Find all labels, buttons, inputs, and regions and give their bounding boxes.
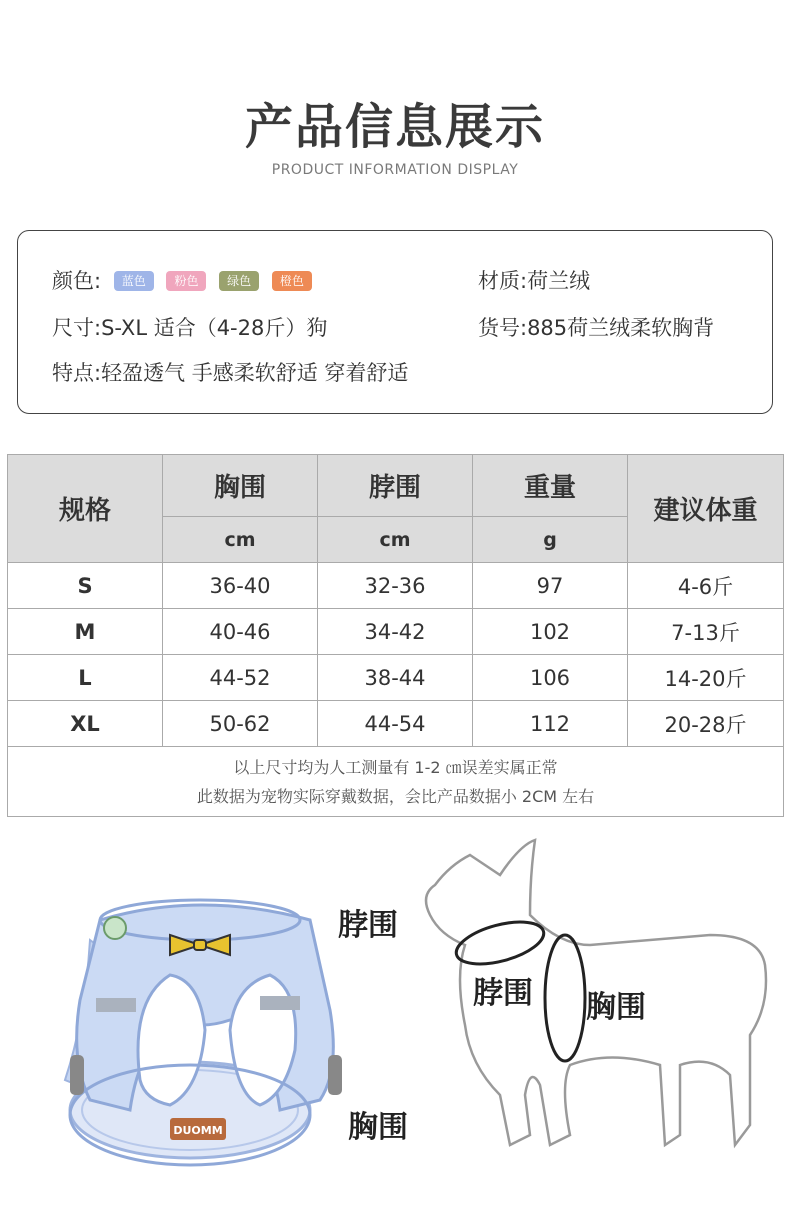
weight-cell: 97: [473, 563, 628, 609]
suggest-cell: 14-20斤: [628, 655, 784, 701]
chest-cell: 40-46: [163, 609, 318, 655]
table-note: [8, 747, 784, 817]
suggest-cell: 4-6斤: [628, 563, 784, 609]
color-chip-blue: 蓝色: [114, 271, 154, 291]
chest-cell: 50-62: [163, 701, 318, 747]
neck-cell: 32-36: [318, 563, 473, 609]
suggest-cell: 7-13斤: [628, 609, 784, 655]
weight-cell: 102: [473, 609, 628, 655]
size-cell: S: [8, 563, 163, 609]
brand-tag: DUOMM: [173, 1124, 223, 1137]
dog-neck-label: 脖围: [473, 976, 533, 1011]
size-cell: XL: [8, 701, 163, 747]
neck-cell: 38-44: [318, 655, 473, 701]
weight-cell: 112: [473, 701, 628, 747]
header-suggest-weight: 建议体重: [628, 455, 784, 563]
table-row: [8, 609, 784, 655]
table-row: [8, 563, 784, 609]
header-chest: 胸围: [163, 455, 318, 517]
unit-weight: g: [473, 517, 628, 563]
size-table: [7, 454, 784, 817]
weight-cell: 106: [473, 655, 628, 701]
info-box: [17, 230, 773, 414]
size-cell: L: [8, 655, 163, 701]
header-spec: 规格: [8, 455, 163, 563]
features-text: 特点:轻盈透气 手感柔软舒适 穿着舒适: [52, 361, 409, 385]
suggest-cell: 20-28斤: [628, 701, 784, 747]
chest-cell: 36-40: [163, 563, 318, 609]
header-weight: 重量: [473, 455, 628, 517]
item-number-text: 货号:885荷兰绒柔软胸背: [478, 316, 715, 340]
page-subtitle: PRODUCT INFORMATION DISPLAY: [271, 162, 519, 178]
harness-chest-label: 胸围: [348, 1110, 408, 1145]
color-chip-green: 绿色: [219, 271, 259, 291]
dog-chest-label: 胸围: [586, 990, 646, 1025]
neck-cell: 44-54: [318, 701, 473, 747]
table-row: [8, 655, 784, 701]
harness-neck-label: 脖围: [338, 908, 398, 943]
material-text: 材质:荷兰绒: [478, 269, 591, 293]
page-title: 产品信息展示: [244, 99, 545, 155]
size-text: 尺寸:S-XL 适合（4-28斤）狗: [52, 316, 328, 340]
note-line-2: 此数据为宠物实际穿戴数据，会比产品数据小 2CM 左右: [196, 786, 595, 806]
color-row: [52, 265, 312, 295]
table-row: [8, 701, 784, 747]
neck-cell: 34-42: [318, 609, 473, 655]
harness-illustration: [30, 880, 370, 1180]
note-line-1: 以上尺寸均为人工测量有 1-2 ㎝误差实属正常: [233, 757, 558, 777]
color-chip-orange: 橙色: [272, 271, 312, 291]
color-label: 颜色:: [52, 269, 102, 293]
header-neck: 脖围: [318, 455, 473, 517]
chest-cell: 44-52: [163, 655, 318, 701]
size-cell: M: [8, 609, 163, 655]
color-chip-pink: 粉色: [166, 271, 206, 291]
unit-chest: cm: [163, 517, 318, 563]
unit-neck: cm: [318, 517, 473, 563]
